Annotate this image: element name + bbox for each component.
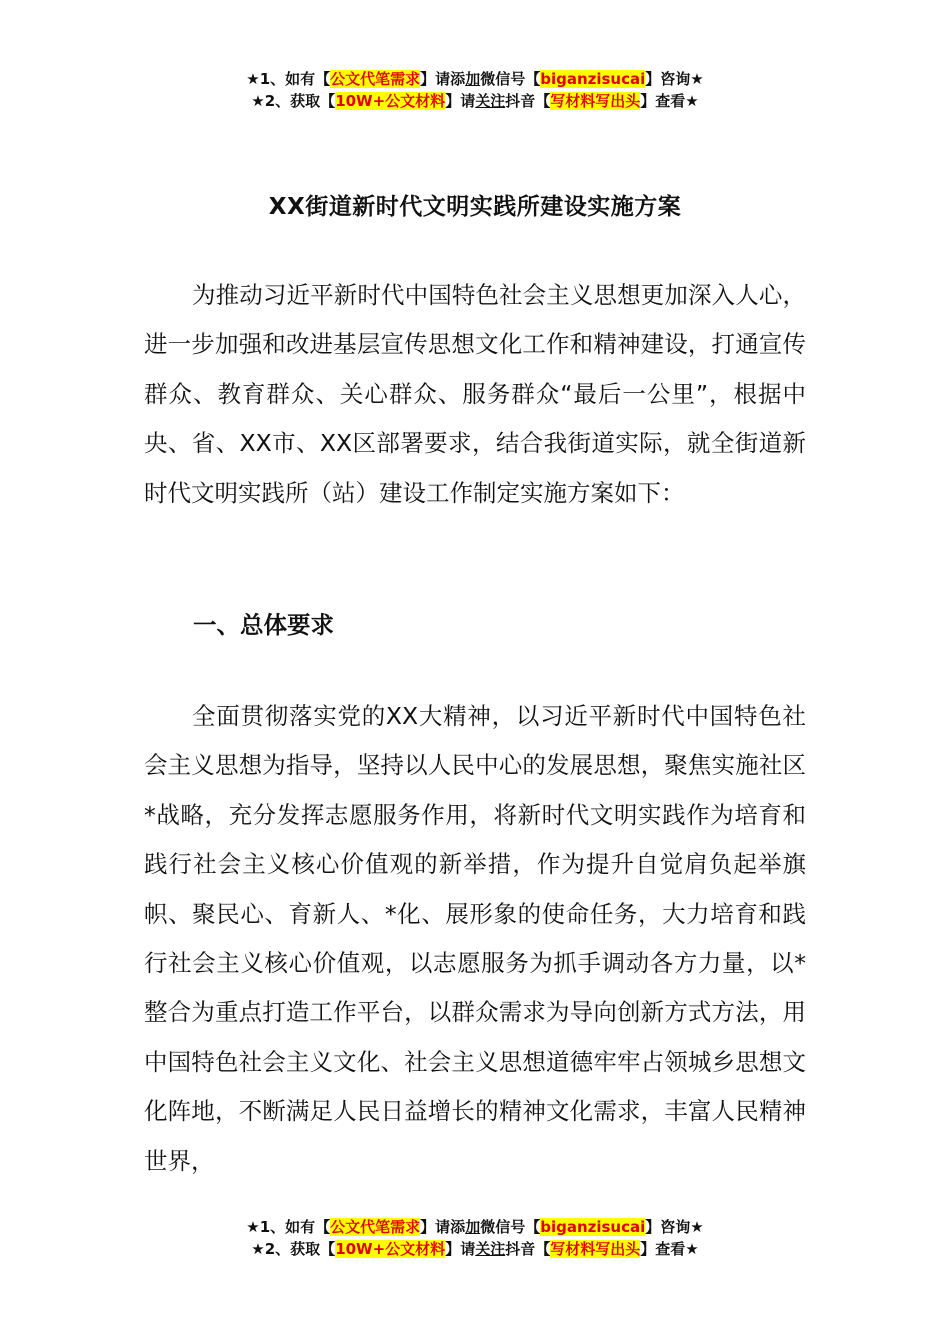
promo-line-1 (0, 68, 950, 90)
promo-text: 】咨询★ (645, 70, 704, 88)
promo-underlined: 加 (465, 1218, 481, 1236)
douyin-id-highlight: 写材料写出头 (550, 92, 641, 110)
promo-text: 】请添 (420, 1218, 466, 1236)
promo-text: ★2、获取【 (251, 92, 336, 110)
wechat-id-highlight: biganzisucai (540, 1218, 646, 1236)
promo-line-2 (0, 1238, 950, 1260)
promo-text: 微信号【 (480, 1218, 541, 1236)
promo-highlight: 公文代笔需求 (330, 1218, 421, 1236)
section-paragraph: 全面贯彻落实党的XX大精神，以习近平新时代中国特色社会主义思想为指导，坚持以人民中心的发展思想，聚焦实施社区*战略，充分发挥志愿服务作用，将新时代文明实践作为培育和践行社会主义核心价值观的新举措，作为提升自觉肩负起举旗帜、聚民心、育新人、*化、展形象的使命任务，大力培育和践行社会主义核心价值观，以志愿服务为抓手调动各方力量，以*整合为重点打造工作平台，以群众需求为导向创新方式方法，用中国特色社会主义文化、社会主义思想道德牢牢占领城乡思想文化阵地，不断满足人民日益增长的精神文化需求，丰富人民精神世界， (144, 702, 806, 1175)
promo-underlined: 加 (465, 70, 481, 88)
promo-text: 】请添 (420, 70, 466, 88)
promo-line-1 (0, 1216, 950, 1238)
promo-text: ★1、如有【 (246, 1218, 331, 1236)
promo-banner-top (0, 68, 950, 112)
promo-text: ★2、获取【 (251, 1240, 336, 1258)
promo-highlight: 10W+公文材料 (335, 92, 446, 110)
promo-text: 】查看★ (640, 1240, 699, 1258)
promo-text: 抖音【 (505, 1240, 551, 1258)
promo-text: 】请 (445, 92, 476, 110)
promo-text: 微信号【 (480, 70, 541, 88)
promo-text: 抖音【 (505, 92, 551, 110)
promo-banner-bottom (0, 1216, 950, 1260)
douyin-id-highlight: 写材料写出头 (550, 1240, 641, 1258)
intro-paragraph: 为推动习近平新时代中国特色社会主义思想更加深入人心，进一步加强和改进基层宣传思想文化工作和精神建设，打通宣传群众、教育群众、关心群众、服务群众“最后一公里”，根据中央、省、XX市、XX区部署要求，结合我街道实际，就全街道新时代文明实践所（站）建设工作制定实施方案如下： (144, 281, 806, 507)
promo-text: 】查看★ (640, 92, 699, 110)
promo-line-2 (0, 90, 950, 112)
promo-text: ★1、如有【 (246, 70, 331, 88)
promo-underlined: 关注 (475, 1240, 506, 1258)
wechat-id-highlight: biganzisucai (540, 70, 646, 88)
promo-highlight: 公文代笔需求 (330, 70, 421, 88)
promo-highlight: 10W+公文材料 (335, 1240, 446, 1258)
promo-text: 】请 (445, 1240, 476, 1258)
document-title: XX街道新时代文明实践所建设实施方案 (268, 194, 682, 220)
promo-underlined: 关注 (475, 92, 506, 110)
promo-text: 】咨询★ (645, 1218, 704, 1236)
section-heading: 一、总体要求 (193, 611, 334, 639)
